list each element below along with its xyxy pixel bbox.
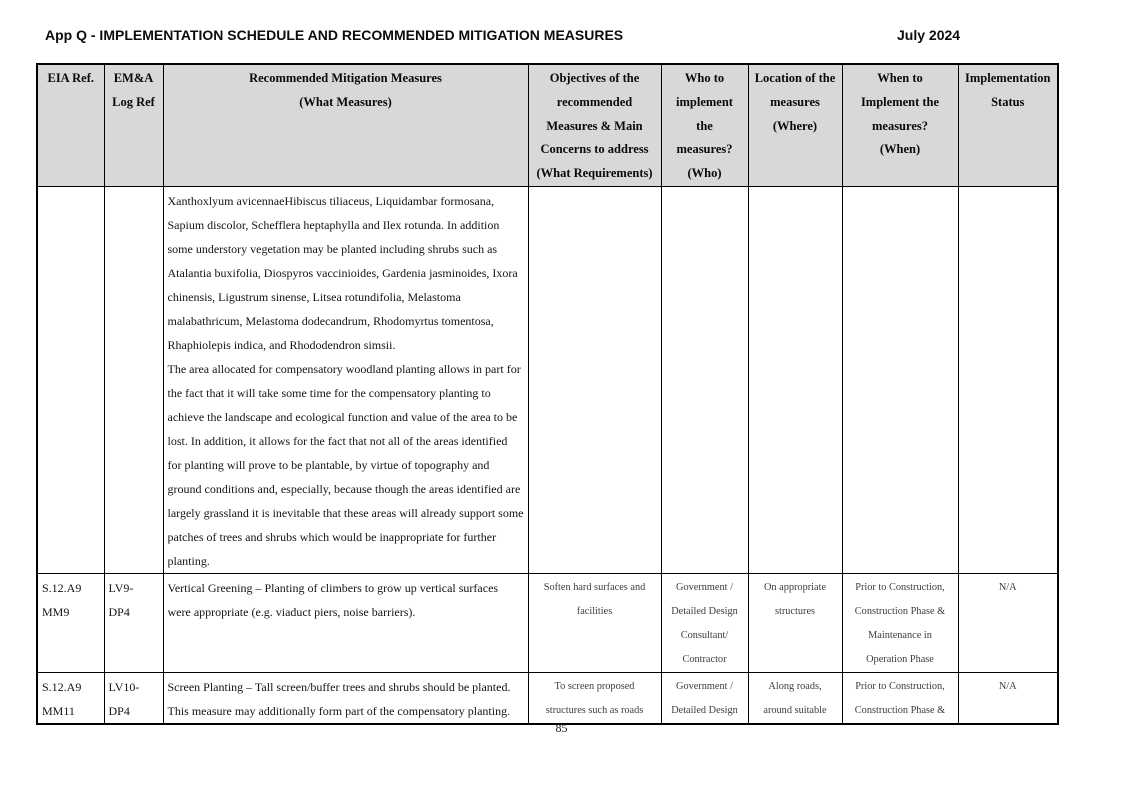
header-label-line: Recommended Mitigation Measures: [249, 71, 442, 85]
measure-paragraph: Xanthoxlyum avicennaeHibiscus tiliaceus, Liquidambar formosana, Sapium discolor, Schefflera heptaphylla and Ilex rotunda. In addition some understory vegetation may be planted including shrubs such as Atalantia buxifolia, Diospyros vaccinioides, Gardenia jasminoides, Ixora chinensis, Ligustrum sinense, Litsea rotundifolia, Melastoma malabathricum, Melastoma dodecandrum, Rhodomyrtus tomentosa, Rhaphiolepis indica, and Rhododendron simsii.: [167, 193, 518, 352]
cell-text-line: MM9: [42, 604, 70, 619]
header-label-line: (Where): [772, 118, 818, 133]
header-label-line: Objectives of the: [549, 71, 640, 85]
header-label-line: recommended: [556, 94, 633, 109]
cell-text-line: Contractor: [682, 653, 727, 665]
header-label-line: measures?: [871, 118, 928, 133]
cell-text-line: LV9-: [108, 580, 134, 595]
header-label-line: Concerns to address: [540, 142, 649, 157]
header-label-line: measures: [770, 94, 820, 109]
cell-text-line: around suitable: [763, 704, 827, 716]
cell-ema-log-ref: [104, 672, 163, 724]
cell-text-line: structures such as roads: [545, 704, 644, 716]
header-label-line: (Who): [687, 166, 722, 181]
cell-text-line: DP4: [108, 604, 130, 619]
cell-when: [842, 573, 958, 672]
cell-when: [842, 672, 958, 724]
cell-objectives: [528, 186, 661, 573]
implementation-schedule-table: [36, 63, 1059, 725]
header-cell-status: [958, 64, 1058, 186]
header-label-line: Measures & Main: [546, 118, 643, 133]
cell-text-line: To screen proposed: [554, 680, 635, 692]
header-cell-objectives: [528, 64, 661, 186]
cell-status: [958, 672, 1058, 724]
cell-text-line: Consultant/: [680, 629, 729, 641]
measure-paragraph: The area allocated for compensatory woodland planting allows in part for the fact that it will take some time for the compensatory planting to achieve the landscape and ecological function and value of the area to be lost. In addition, it allows for the fact that not all of the areas identified for planting will prove to be plantable, by virtue of topography and ground conditions and, especially, because though the areas identified are largely grassland it is inevitable that these areas will already support some patches of trees and shrubs which would be inappropriate for further planting.: [167, 361, 524, 568]
cell-eia-ref: [37, 186, 104, 573]
cell-measures: [163, 186, 528, 573]
header-label-line: EIA Ref.: [47, 71, 95, 85]
table-row: [37, 186, 1058, 573]
cell-status: [958, 573, 1058, 672]
header-label-line: measures?: [676, 142, 733, 157]
header-label-line: Status: [991, 94, 1025, 109]
header-cell-when: [842, 64, 958, 186]
cell-objectives: [528, 672, 661, 724]
cell-text-line: Construction Phase &: [854, 704, 946, 716]
cell-where: [748, 186, 842, 573]
cell-text-line: Maintenance in: [868, 629, 932, 641]
cell-who: [661, 186, 748, 573]
header-cell-ema-log-ref: [104, 64, 163, 186]
cell-objectives: [528, 573, 661, 672]
header-label-line: Who to: [684, 71, 725, 85]
cell-text-line: Along roads,: [768, 680, 822, 692]
cell-text-line: MM11: [42, 703, 75, 718]
cell-text-line: S.12.A9: [42, 580, 82, 595]
cell-eia-ref: [37, 573, 104, 672]
header-cell-who: [661, 64, 748, 186]
document-title: App Q - IMPLEMENTATION SCHEDULE AND RECOMMENDED MITIGATION MEASURES: [45, 27, 624, 43]
cell-ema-log-ref: [104, 186, 163, 573]
cell-text-line: structures: [774, 605, 816, 617]
page-number: 85: [555, 721, 568, 735]
header-label-line: (When): [879, 142, 921, 157]
measure-paragraph: Vertical Greening – Planting of climbers to grow up vertical surfaces were appropriate (e.g. viaduct piers, noise barriers).: [167, 580, 499, 619]
document-date: July 2024: [897, 27, 961, 43]
cell-status: [958, 186, 1058, 573]
measure-paragraph: Screen Planting – Tall screen/buffer trees and shrubs should be planted. This measure may additionally form part of the compensatory planting.: [167, 679, 511, 718]
cell-measures: [163, 672, 528, 724]
cell-text-line: Prior to Construction,: [855, 581, 945, 593]
header-cell-eia-ref: [37, 64, 104, 186]
cell-eia-ref: [37, 672, 104, 724]
cell-text-line: facilities: [576, 605, 613, 617]
cell-text-line: Government /: [676, 581, 733, 593]
header-label-line: EM&A: [113, 71, 154, 85]
cell-text-line: Detailed Design: [671, 605, 738, 617]
header-label-line: Log Ref: [112, 94, 155, 109]
header-label-line: Implement the: [860, 94, 940, 109]
cell-text-line: Soften hard surfaces and: [543, 581, 646, 593]
header-label-line: Location of the: [754, 71, 836, 85]
cell-where: [748, 672, 842, 724]
header-row: [37, 64, 1058, 186]
header-label-line: (What Measures): [299, 94, 392, 109]
cell-text-line: Prior to Construction,: [855, 680, 945, 692]
header-label-line: When to: [877, 71, 923, 85]
cell-text-line: S.12.A9: [42, 679, 82, 694]
cell-text-line: Operation Phase: [866, 653, 934, 665]
header-label-line: the: [696, 118, 713, 133]
cell-text-line: Construction Phase &: [854, 605, 946, 617]
cell-text-line: Detailed Design: [671, 704, 738, 716]
cell-text-line: Government /: [676, 680, 733, 692]
header-label-line: (What Requirements): [536, 166, 653, 181]
cell-text-line: DP4: [108, 703, 130, 718]
table-header-row: [37, 64, 1058, 186]
cell-who: [661, 672, 748, 724]
cell-text-line: On appropriate: [763, 581, 827, 593]
header-cell-measures: [163, 64, 528, 186]
table-body: [37, 186, 1058, 724]
header-label-line: Implementation: [965, 71, 1051, 85]
cell-ema-log-ref: [104, 573, 163, 672]
header-label-line: implement: [676, 94, 733, 109]
cell-text-line: N/A: [998, 680, 1017, 692]
cell-text-line: N/A: [998, 581, 1017, 593]
cell-measures: [163, 573, 528, 672]
cell-who: [661, 573, 748, 672]
cell-where: [748, 573, 842, 672]
table-row: [37, 573, 1058, 672]
cell-text-line: LV10-: [108, 679, 140, 694]
table-row: [37, 672, 1058, 724]
header-cell-where: [748, 64, 842, 186]
cell-when: [842, 186, 958, 573]
